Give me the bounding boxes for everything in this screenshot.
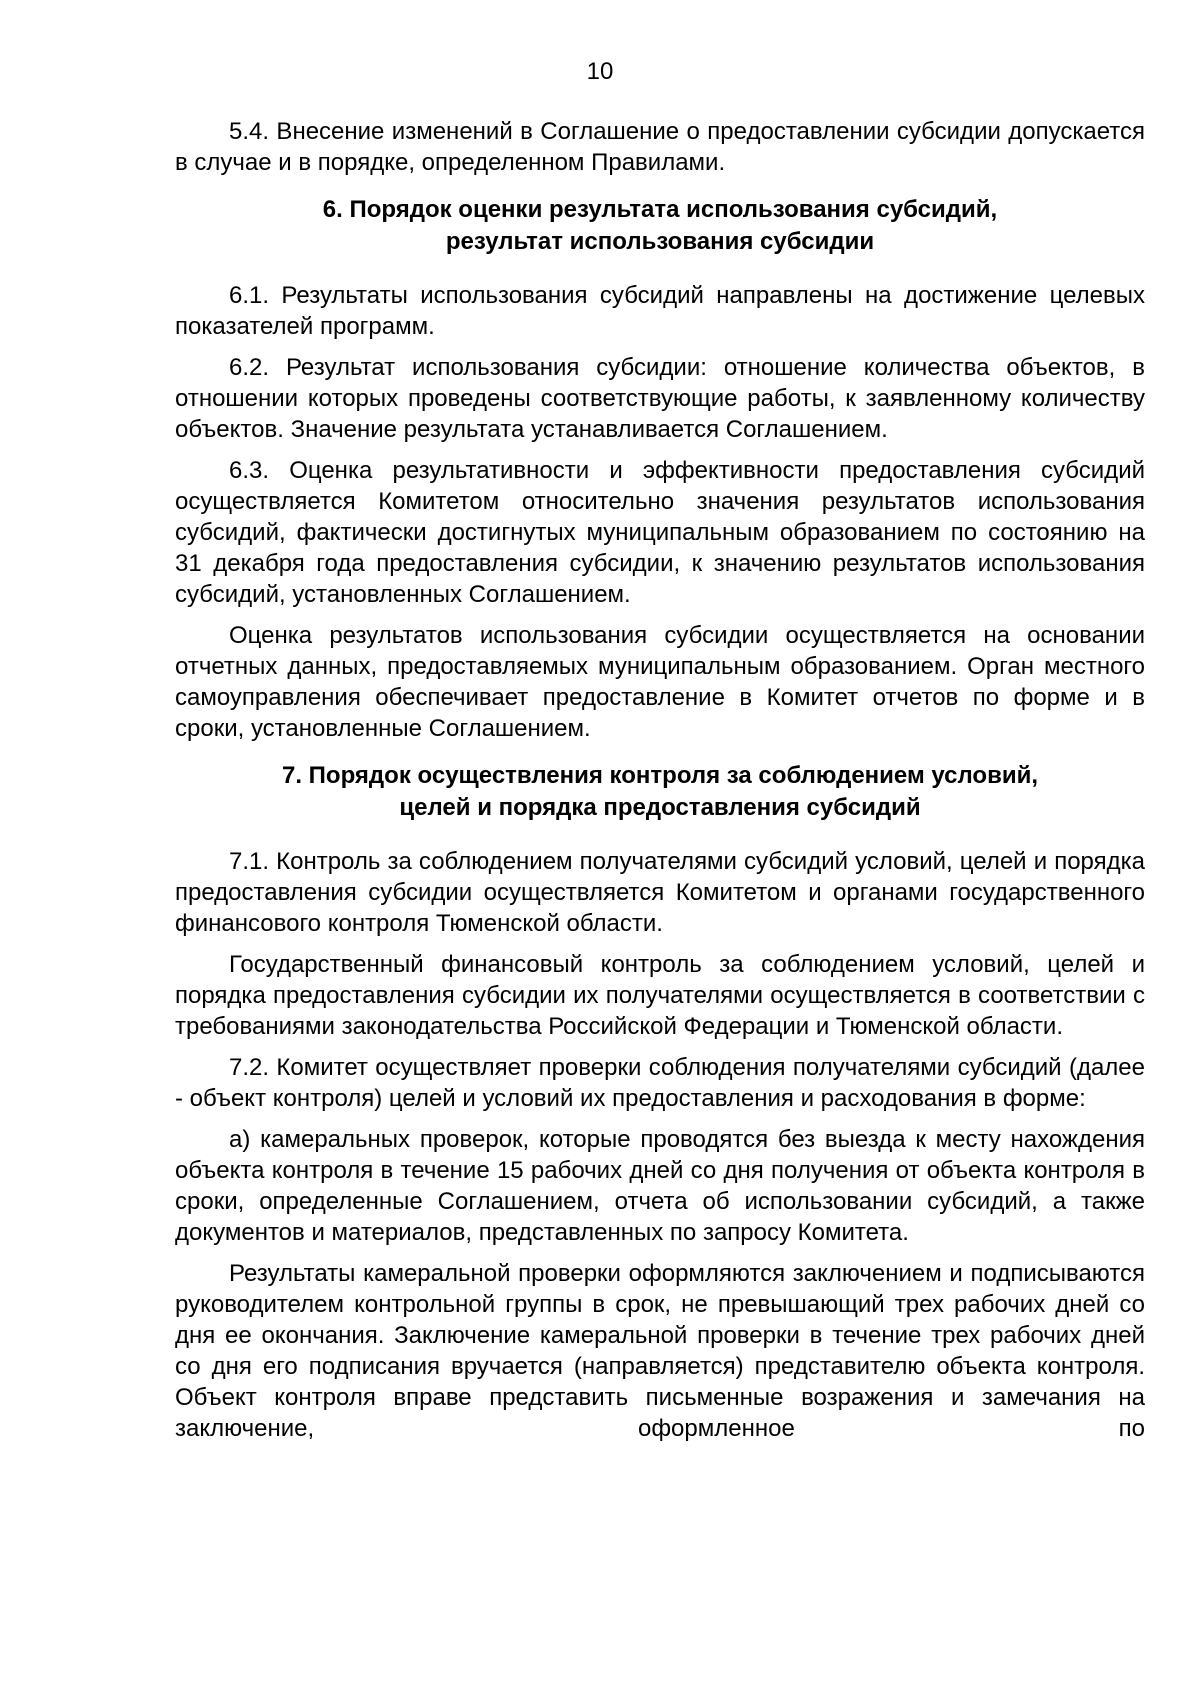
paragraph-7-2-a: а) камеральных проверок, которые проводятся без выезда к месту нахождения объекта контроля в течение 15 рабочих дней со дня получения от объекта контроля в сроки, определенные Соглашением, отчета об использовании субсидий, а также документов и материалов, представленных по запросу Комитета. xyxy=(175,1126,1145,1246)
section-7-heading-line-2: целей и порядка предоставления субсидий xyxy=(399,794,921,821)
paragraph-6-2: 6.2. Результат использования субсидии: отношение количества объектов, в отношении которых проведены соответствующие работы, к заявленному количеству объектов. Значение результата устанавливается Соглашением. xyxy=(175,354,1145,443)
paragraph-6-3: 6.3. Оценка результативности и эффективности предоставления субсидий осуществляется Комитетом относительно значения результатов использования субсидий, фактически достигнутых муниципальным образованием по состоянию на 31 декабря года предоставления субсидии, к значению результатов использования субсидий, установленных Соглашением. xyxy=(175,457,1145,608)
section-7-heading-line-1: 7. Порядок осуществления контроля за соблюдением условий, xyxy=(281,762,1038,789)
paragraph-6-3-evaluation: Оценка результатов использования субсидии осуществляется на основании отчетных данных, предоставляемых муниципальным образованием. Орган местного самоуправления обеспечивает предоставление в Комитет отчетов по форме и в сроки, установленные Соглашением. xyxy=(175,622,1145,742)
paragraph-7-2-results: Результаты камеральной проверки оформляются заключением и подписываются руководителем контрольной группы в срок, не превышающий трех рабочих дней со дня ее окончания. Заключение камеральной проверки в течение трех рабочих дней со дня его подписания вручается (направляется) представителю объекта контроля. Объект контроля вправе представить письменные возражения и замечания на заключение, оформленное по xyxy=(175,1260,1145,1442)
paragraph-7-2: 7.2. Комитет осуществляет проверки соблюдения получателями субсидий (далее - объект контроля) целей и условий их предоставления и расходования в форме: xyxy=(175,1054,1145,1112)
section-6-heading-line-2: результат использования субсидии xyxy=(445,228,875,255)
section-6-heading-line-1: 6. Порядок оценки результата использования субсидий, xyxy=(322,196,998,223)
section-6-heading xyxy=(175,194,1145,258)
paragraph-7-1: 7.1. Контроль за соблюдением получателями субсидий условий, целей и порядка предоставления субсидии осуществляется Комитетом и органами государственного финансового контроля Тюменской области. xyxy=(175,848,1145,937)
section-7-heading xyxy=(175,760,1145,824)
page-number: 10 xyxy=(586,58,614,85)
paragraph-5-4: 5.4. Внесение изменений в Соглашение о предоставлении субсидии допускается в случае и в порядке, определенном Правилами. xyxy=(175,118,1145,176)
paragraph-7-1-state-control: Государственный финансовый контроль за соблюдением условий, целей и порядка предоставления субсидии их получателями осуществляется в соответствии с требованиями законодательства Российской Федерации и Тюменской области. xyxy=(175,951,1145,1040)
paragraph-6-1: 6.1. Результаты использования субсидий направлены на достижение целевых показателей программ. xyxy=(175,282,1145,340)
document-body xyxy=(175,116,1145,1454)
